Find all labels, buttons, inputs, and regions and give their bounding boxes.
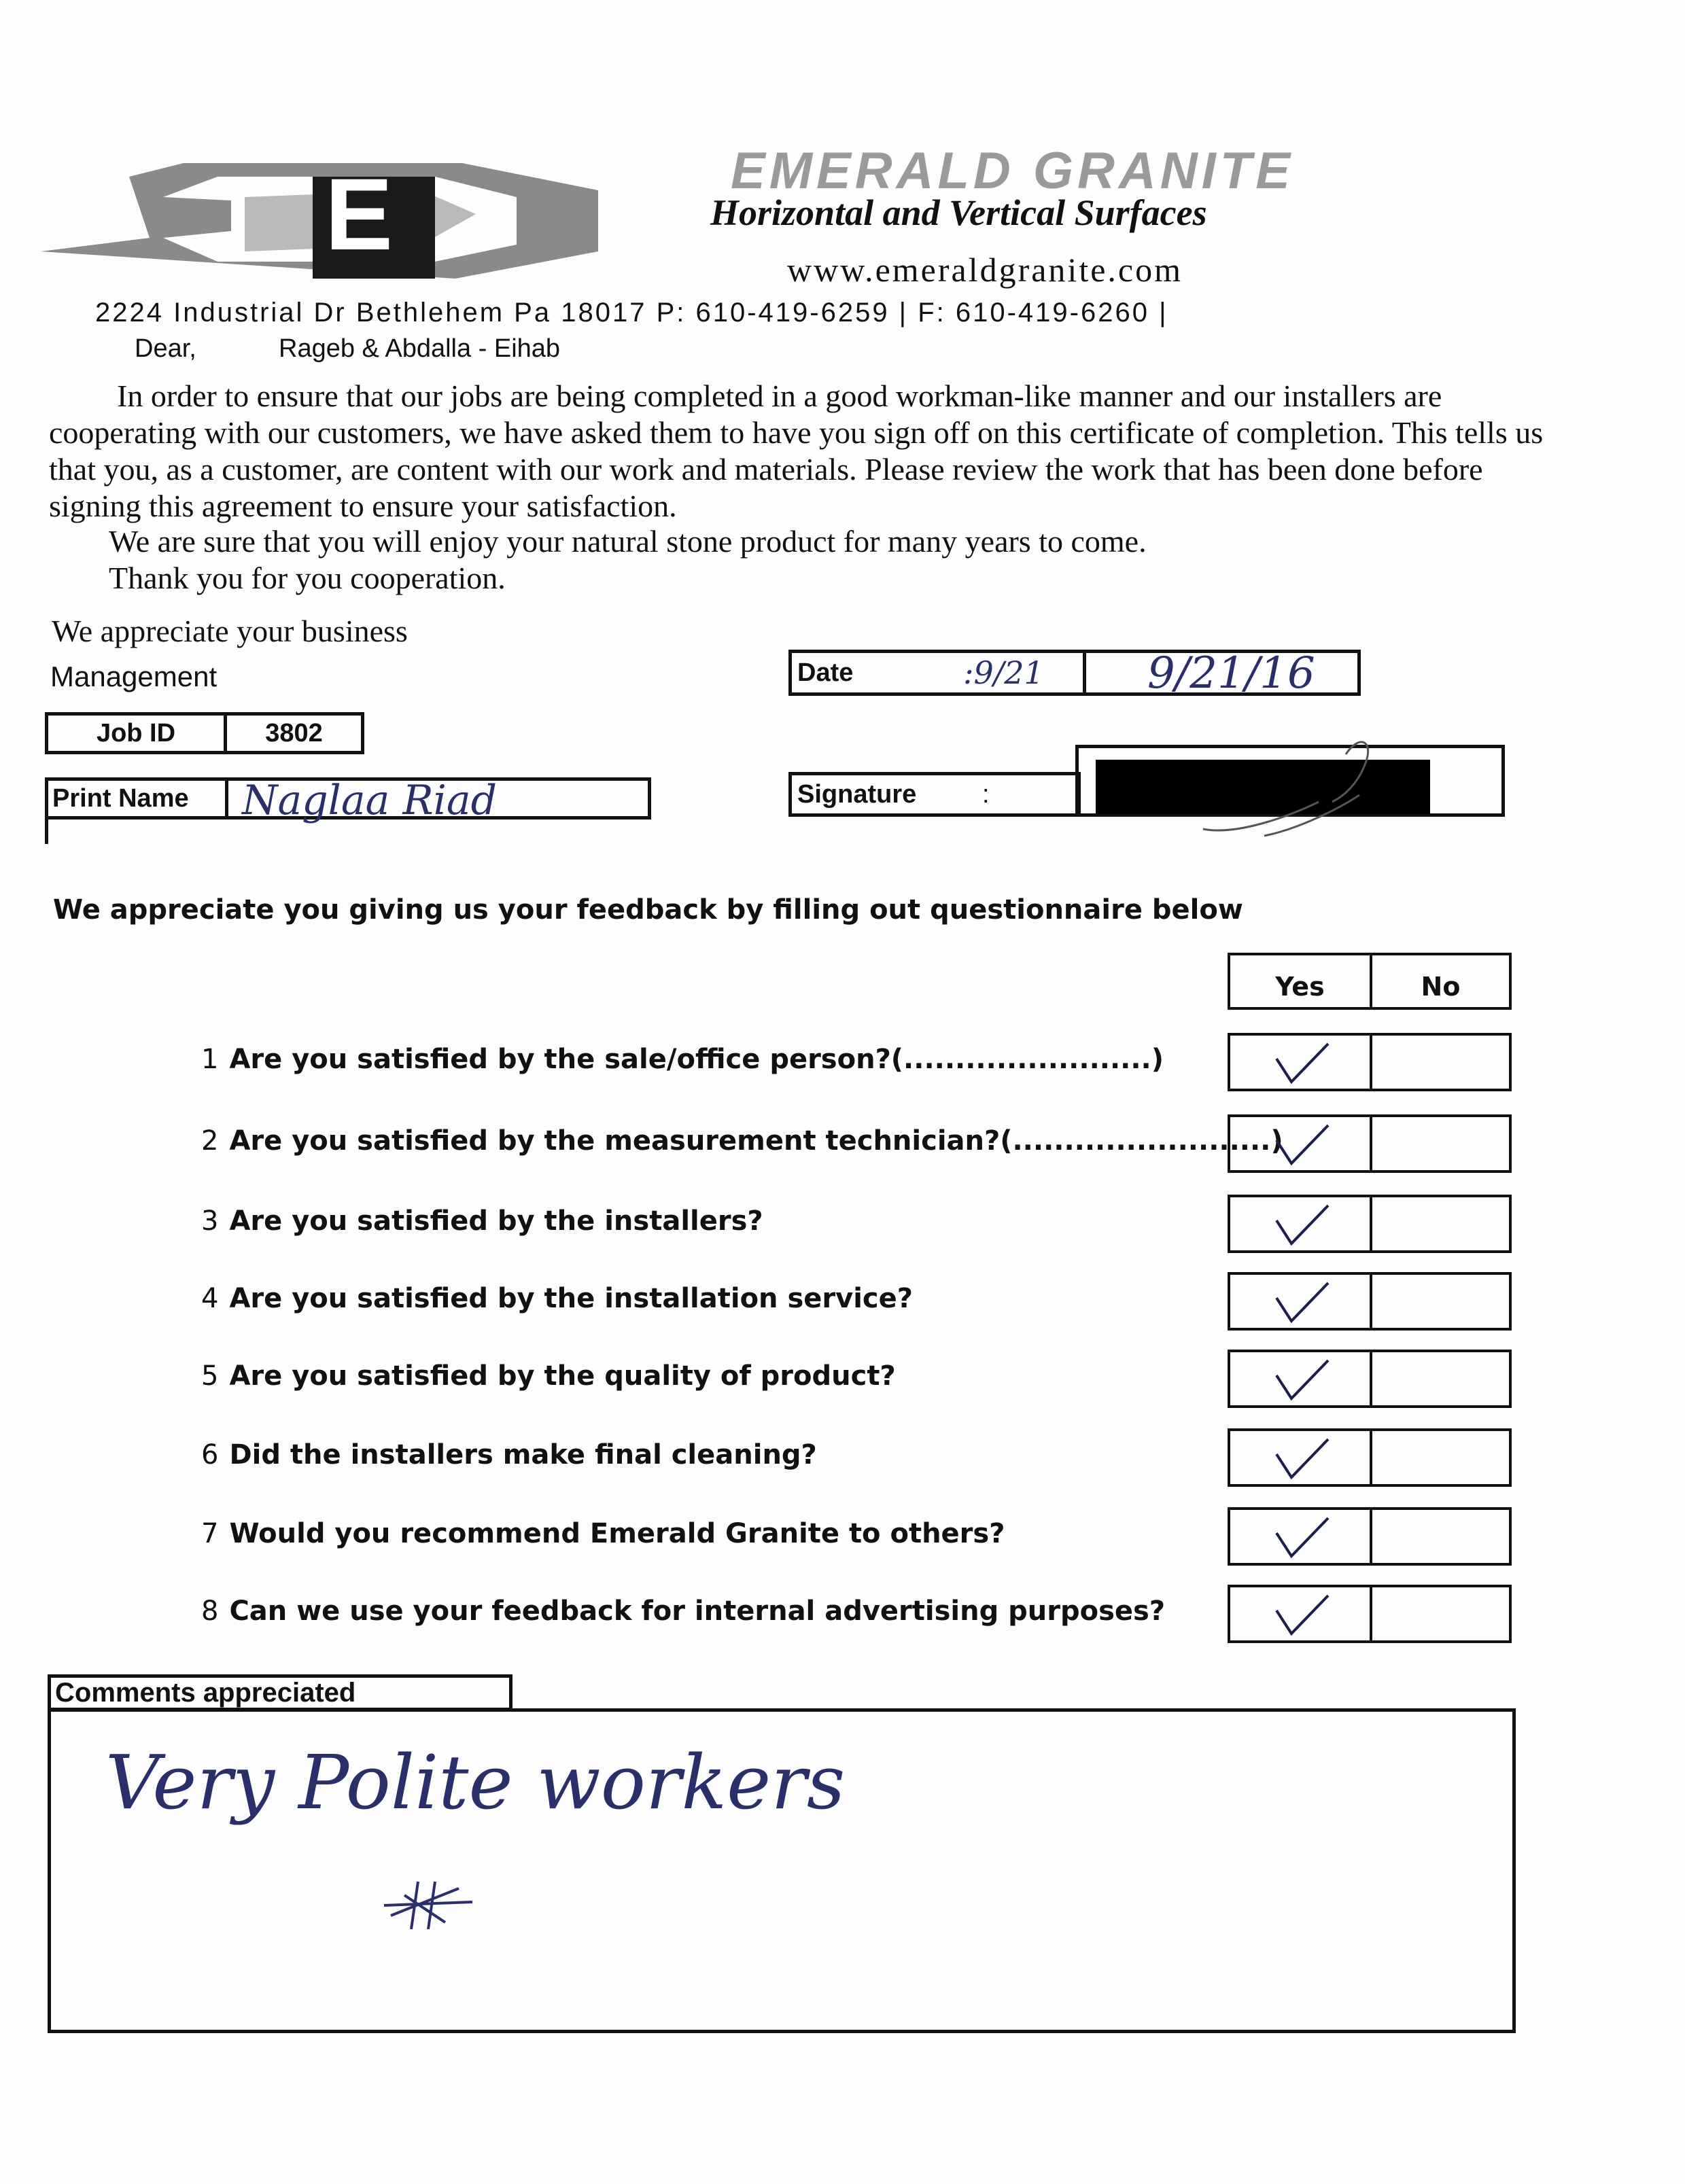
job-id-field bbox=[45, 712, 364, 754]
print-name-tick bbox=[45, 815, 48, 844]
signature-label: Signature bbox=[797, 779, 917, 809]
salutation-customer: Rageb & Abdalla - Eihab bbox=[279, 334, 561, 363]
answer-row-3 bbox=[1228, 1195, 1512, 1253]
answer-header bbox=[1228, 953, 1512, 1010]
date-label: Date bbox=[797, 658, 854, 687]
question-7 bbox=[201, 1518, 1005, 1549]
no-checkbox[interactable] bbox=[1370, 1117, 1509, 1170]
comments-text: Very Polite workers bbox=[105, 1739, 846, 1826]
body-paragraph-3: Thank you for you cooperation. bbox=[109, 561, 506, 595]
question-number: 2 bbox=[201, 1125, 219, 1157]
question-text: Can we use your feedback for internal advertising purposes? bbox=[229, 1596, 1166, 1627]
question-3 bbox=[201, 1205, 763, 1237]
company-tagline: Horizontal and Vertical Surfaces bbox=[710, 192, 1207, 233]
no-checkbox[interactable] bbox=[1370, 1510, 1509, 1563]
closing-appreciation: We appreciate your business bbox=[52, 614, 408, 648]
print-name-label: Print Name bbox=[48, 781, 228, 816]
yes-checkbox[interactable] bbox=[1230, 1510, 1370, 1563]
question-number: 4 bbox=[201, 1283, 219, 1314]
signature-scribble bbox=[1196, 727, 1387, 856]
company-name: EMERALD GRANITE bbox=[731, 142, 1294, 200]
no-checkbox[interactable] bbox=[1370, 1431, 1509, 1484]
company-website[interactable]: www.emeraldgranite.com bbox=[787, 251, 1183, 289]
no-checkbox[interactable] bbox=[1370, 1036, 1509, 1089]
question-text: Did the installers make final cleaning? bbox=[229, 1439, 817, 1470]
comments-scribble bbox=[377, 1868, 479, 1936]
yes-checkbox[interactable] bbox=[1230, 1197, 1370, 1250]
print-name-value[interactable]: Naglaa Riad bbox=[242, 777, 498, 824]
question-6 bbox=[201, 1439, 817, 1470]
question-text: Are you satisfied by the measurement technician?(.........................) bbox=[229, 1125, 1283, 1157]
questionnaire-heading: We appreciate you giving us your feedback by filling out questionnaire below bbox=[53, 894, 1243, 926]
logo-letter: E bbox=[324, 157, 394, 271]
question-text: Are you satisfied by the installers? bbox=[229, 1205, 763, 1237]
check-mark-icon bbox=[1271, 1200, 1332, 1248]
question-text: Are you satisfied by the quality of product? bbox=[229, 1360, 896, 1392]
answer-row-7 bbox=[1228, 1507, 1512, 1566]
question-2 bbox=[201, 1125, 1283, 1157]
job-id-label: Job ID bbox=[48, 716, 227, 751]
question-number: 6 bbox=[201, 1439, 219, 1470]
check-mark-icon bbox=[1271, 1590, 1332, 1638]
comments-box[interactable] bbox=[48, 1708, 1516, 2033]
comments-label: Comments appreciated bbox=[48, 1674, 513, 1711]
company-address: 2224 Industrial Dr Bethlehem Pa 18017 P: 610-419-6259 | F: 610-419-6260 | bbox=[95, 298, 1168, 328]
body-paragraph-1: In order to ensure that our jobs are being completed in a good workman-like manner and our installers are cooperating with our customers, we have asked them to have you sign off on this certificate of completion. This tells us that you, as a customer, are content with our work and materials. Please review the work that has been done before signing this agreement to ensure your satisfaction. bbox=[49, 378, 1544, 523]
check-mark-icon bbox=[1271, 1038, 1332, 1086]
question-number: 7 bbox=[201, 1518, 219, 1549]
answer-row-2 bbox=[1228, 1114, 1512, 1173]
question-1 bbox=[201, 1044, 1164, 1075]
date-handwritten[interactable]: 9/21/16 bbox=[1147, 648, 1315, 699]
question-number: 3 bbox=[201, 1205, 219, 1237]
signature-label-box bbox=[788, 772, 1081, 817]
date-colon-value: :9/21 bbox=[963, 654, 1044, 691]
yes-checkbox[interactable] bbox=[1230, 1036, 1370, 1089]
no-checkbox[interactable] bbox=[1370, 1197, 1509, 1250]
check-mark-icon bbox=[1271, 1355, 1332, 1403]
yes-checkbox[interactable] bbox=[1230, 1352, 1370, 1405]
question-5 bbox=[201, 1360, 896, 1392]
job-id-value: 3802 bbox=[265, 718, 323, 747]
question-number: 1 bbox=[201, 1044, 219, 1075]
yes-checkbox[interactable] bbox=[1230, 1431, 1370, 1484]
check-mark-icon bbox=[1271, 1278, 1332, 1325]
date-field bbox=[788, 648, 1361, 699]
yes-checkbox[interactable] bbox=[1230, 1587, 1370, 1640]
no-checkbox[interactable] bbox=[1370, 1352, 1509, 1405]
answer-row-4 bbox=[1228, 1272, 1512, 1331]
salutation-dear: Dear, bbox=[135, 334, 196, 363]
answer-row-6 bbox=[1228, 1428, 1512, 1487]
check-mark-icon bbox=[1271, 1120, 1332, 1167]
answer-row-5 bbox=[1228, 1350, 1512, 1408]
no-checkbox[interactable] bbox=[1370, 1275, 1509, 1328]
question-8 bbox=[201, 1596, 1165, 1627]
no-checkbox[interactable] bbox=[1370, 1587, 1509, 1640]
signature-colon: : bbox=[982, 779, 990, 809]
check-mark-icon bbox=[1271, 1513, 1332, 1560]
question-text: Are you satisfied by the sale/office person?(........................) bbox=[229, 1044, 1164, 1075]
question-4 bbox=[201, 1283, 913, 1314]
yes-checkbox[interactable] bbox=[1230, 1117, 1370, 1170]
check-mark-icon bbox=[1271, 1434, 1332, 1481]
answer-row-1 bbox=[1228, 1033, 1512, 1091]
answer-row-8 bbox=[1228, 1585, 1512, 1643]
yes-header: Yes bbox=[1275, 972, 1325, 1002]
body-paragraph-2: We are sure that you will enjoy your natural stone product for many years to come. bbox=[109, 524, 1147, 559]
no-header: No bbox=[1370, 955, 1509, 1007]
question-text: Would you recommend Emerald Granite to others? bbox=[229, 1518, 1005, 1549]
question-number: 8 bbox=[201, 1596, 219, 1627]
question-text: Are you satisfied by the installation service? bbox=[229, 1283, 913, 1314]
question-number: 5 bbox=[201, 1360, 219, 1392]
print-name-field bbox=[45, 777, 651, 824]
yes-checkbox[interactable] bbox=[1230, 1275, 1370, 1328]
closing-management: Management bbox=[50, 661, 218, 692]
